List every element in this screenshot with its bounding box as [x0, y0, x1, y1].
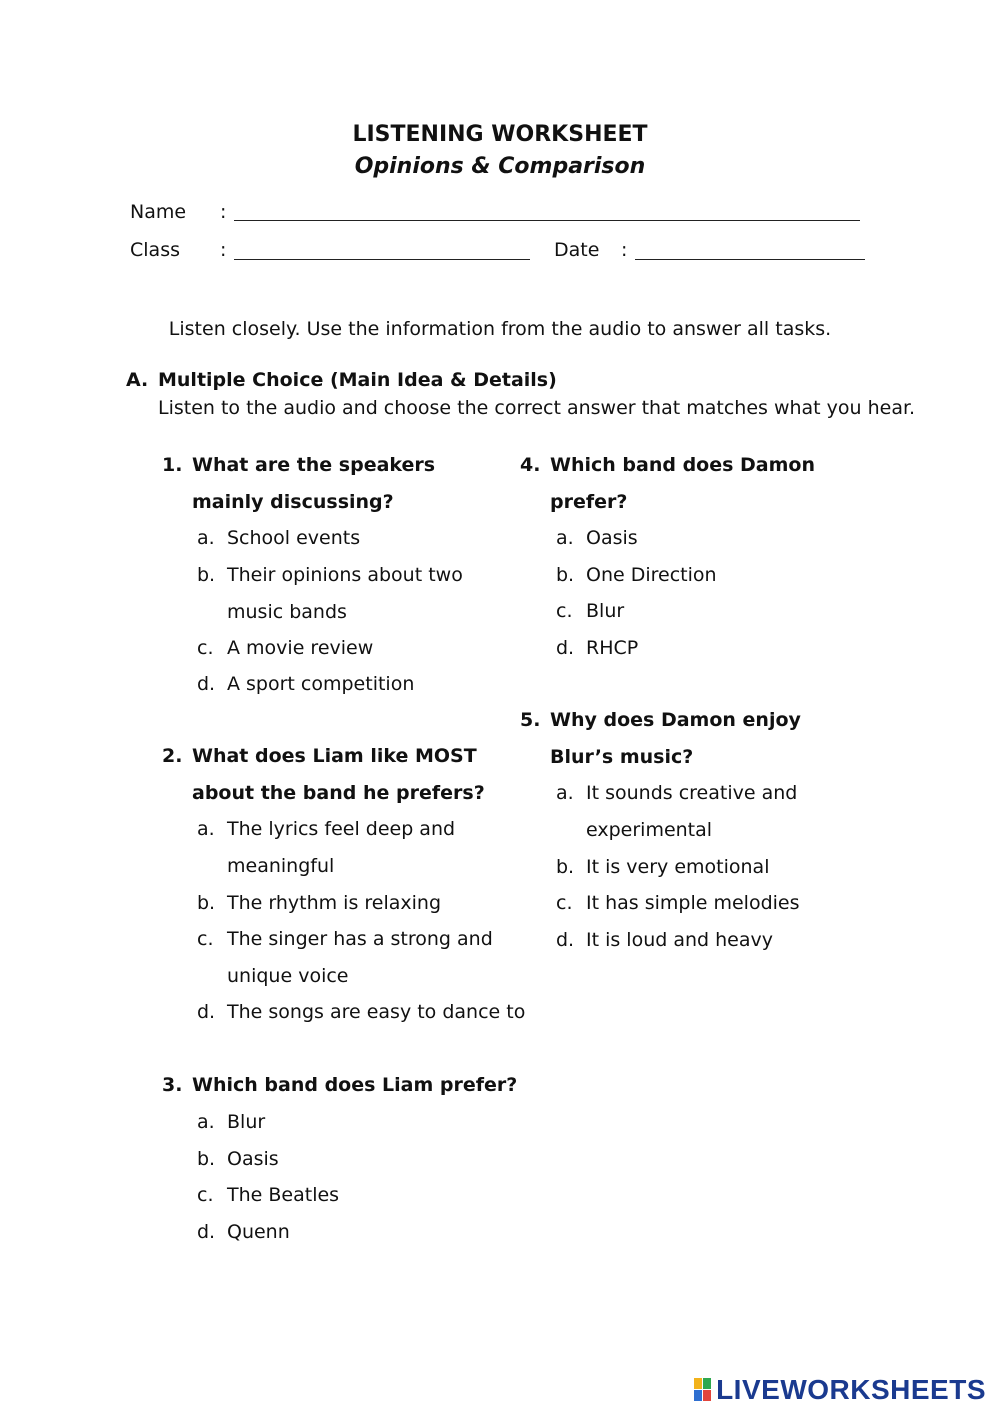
option-letter[interactable]: d.	[556, 929, 575, 951]
option-text[interactable]: Quenn	[227, 1221, 290, 1243]
option-letter[interactable]: d.	[197, 673, 216, 695]
general-instruction: Listen closely. Use the information from the audio to answer all tasks.	[168, 318, 832, 340]
class-field[interactable]	[234, 259, 530, 260]
option-letter[interactable]: c.	[556, 600, 573, 622]
option-text[interactable]: RHCP	[586, 637, 639, 659]
date-label: Date	[554, 239, 600, 261]
date-field[interactable]	[635, 259, 865, 260]
option-letter[interactable]: b.	[556, 856, 575, 878]
option-text[interactable]: The rhythm is relaxing	[227, 892, 442, 914]
option-letter[interactable]: d.	[556, 637, 575, 659]
option-letter[interactable]: b.	[556, 564, 575, 586]
liveworksheets-logo	[694, 1374, 986, 1406]
question-number: 3.	[162, 1074, 183, 1096]
option-letter[interactable]: c.	[197, 637, 214, 659]
option-letter[interactable]: a.	[197, 527, 215, 549]
option-text[interactable]: Blur	[227, 1111, 266, 1133]
question-text: Which band does Damon prefer?	[550, 454, 815, 513]
option-text[interactable]: The Beatles	[227, 1184, 340, 1206]
question-text: Which band does Liam prefer?	[192, 1074, 518, 1096]
class-colon: :	[220, 239, 227, 261]
question-number: 2.	[162, 745, 183, 767]
option-text[interactable]: School events	[227, 527, 361, 549]
option-letter[interactable]: d.	[197, 1001, 216, 1023]
option-letter[interactable]: c.	[556, 892, 573, 914]
option-text[interactable]: The songs are easy to dance to	[227, 1001, 526, 1023]
worksheet-title: LISTENING WORKSHEET	[352, 122, 648, 147]
section-instruction: Listen to the audio and choose the correct answer that matches what you hear.	[158, 397, 916, 419]
option-letter[interactable]: a.	[197, 818, 215, 840]
question-number: 1.	[162, 454, 183, 476]
option-letter[interactable]: a.	[556, 527, 574, 549]
option-text[interactable]: Oasis	[227, 1148, 279, 1170]
option-text[interactable]: Oasis	[586, 527, 638, 549]
logo-icon	[694, 1378, 712, 1402]
worksheet-subtitle: Opinions & Comparison	[354, 154, 646, 179]
name-label: Name	[130, 201, 187, 223]
option-text[interactable]: It sounds creative and experimental	[586, 782, 798, 841]
class-label: Class	[130, 239, 180, 261]
option-letter[interactable]: a.	[197, 1111, 215, 1133]
question-text: Why does Damon enjoy Blur’s music?	[550, 709, 801, 768]
option-text[interactable]: The singer has a strong and unique voice	[227, 928, 493, 987]
option-letter[interactable]: b.	[197, 564, 216, 586]
name-colon: :	[220, 201, 227, 223]
option-text[interactable]: One Direction	[586, 564, 717, 586]
option-text[interactable]: Blur	[586, 600, 625, 622]
option-letter[interactable]: b.	[197, 1148, 216, 1170]
name-field[interactable]	[234, 220, 860, 221]
option-text[interactable]: A movie review	[227, 637, 374, 659]
logo-text: LIVEWORKSHEETS	[716, 1374, 986, 1405]
option-text[interactable]: The lyrics feel deep and meaningful	[227, 818, 456, 877]
question-text: What does Liam like MOST about the band he prefers?	[192, 745, 485, 804]
question-text: What are the speakers mainly discussing?	[192, 454, 436, 513]
question-number: 4.	[520, 454, 541, 476]
option-text[interactable]: It is very emotional	[586, 856, 770, 878]
option-letter[interactable]: c.	[197, 1184, 214, 1206]
option-text[interactable]: It has simple melodies	[586, 892, 800, 914]
option-letter[interactable]: c.	[197, 928, 214, 950]
option-letter[interactable]: b.	[197, 892, 216, 914]
option-letter[interactable]: a.	[556, 782, 574, 804]
option-letter[interactable]: d.	[197, 1221, 216, 1243]
option-text[interactable]: Their opinions about two music bands	[227, 564, 463, 623]
option-text[interactable]: A sport competition	[227, 673, 415, 695]
option-text[interactable]: It is loud and heavy	[586, 929, 774, 951]
section-letter: A.	[126, 369, 149, 391]
question-number: 5.	[520, 709, 541, 731]
date-colon: :	[621, 239, 628, 261]
section-title: Multiple Choice (Main Idea & Details)	[158, 369, 557, 391]
